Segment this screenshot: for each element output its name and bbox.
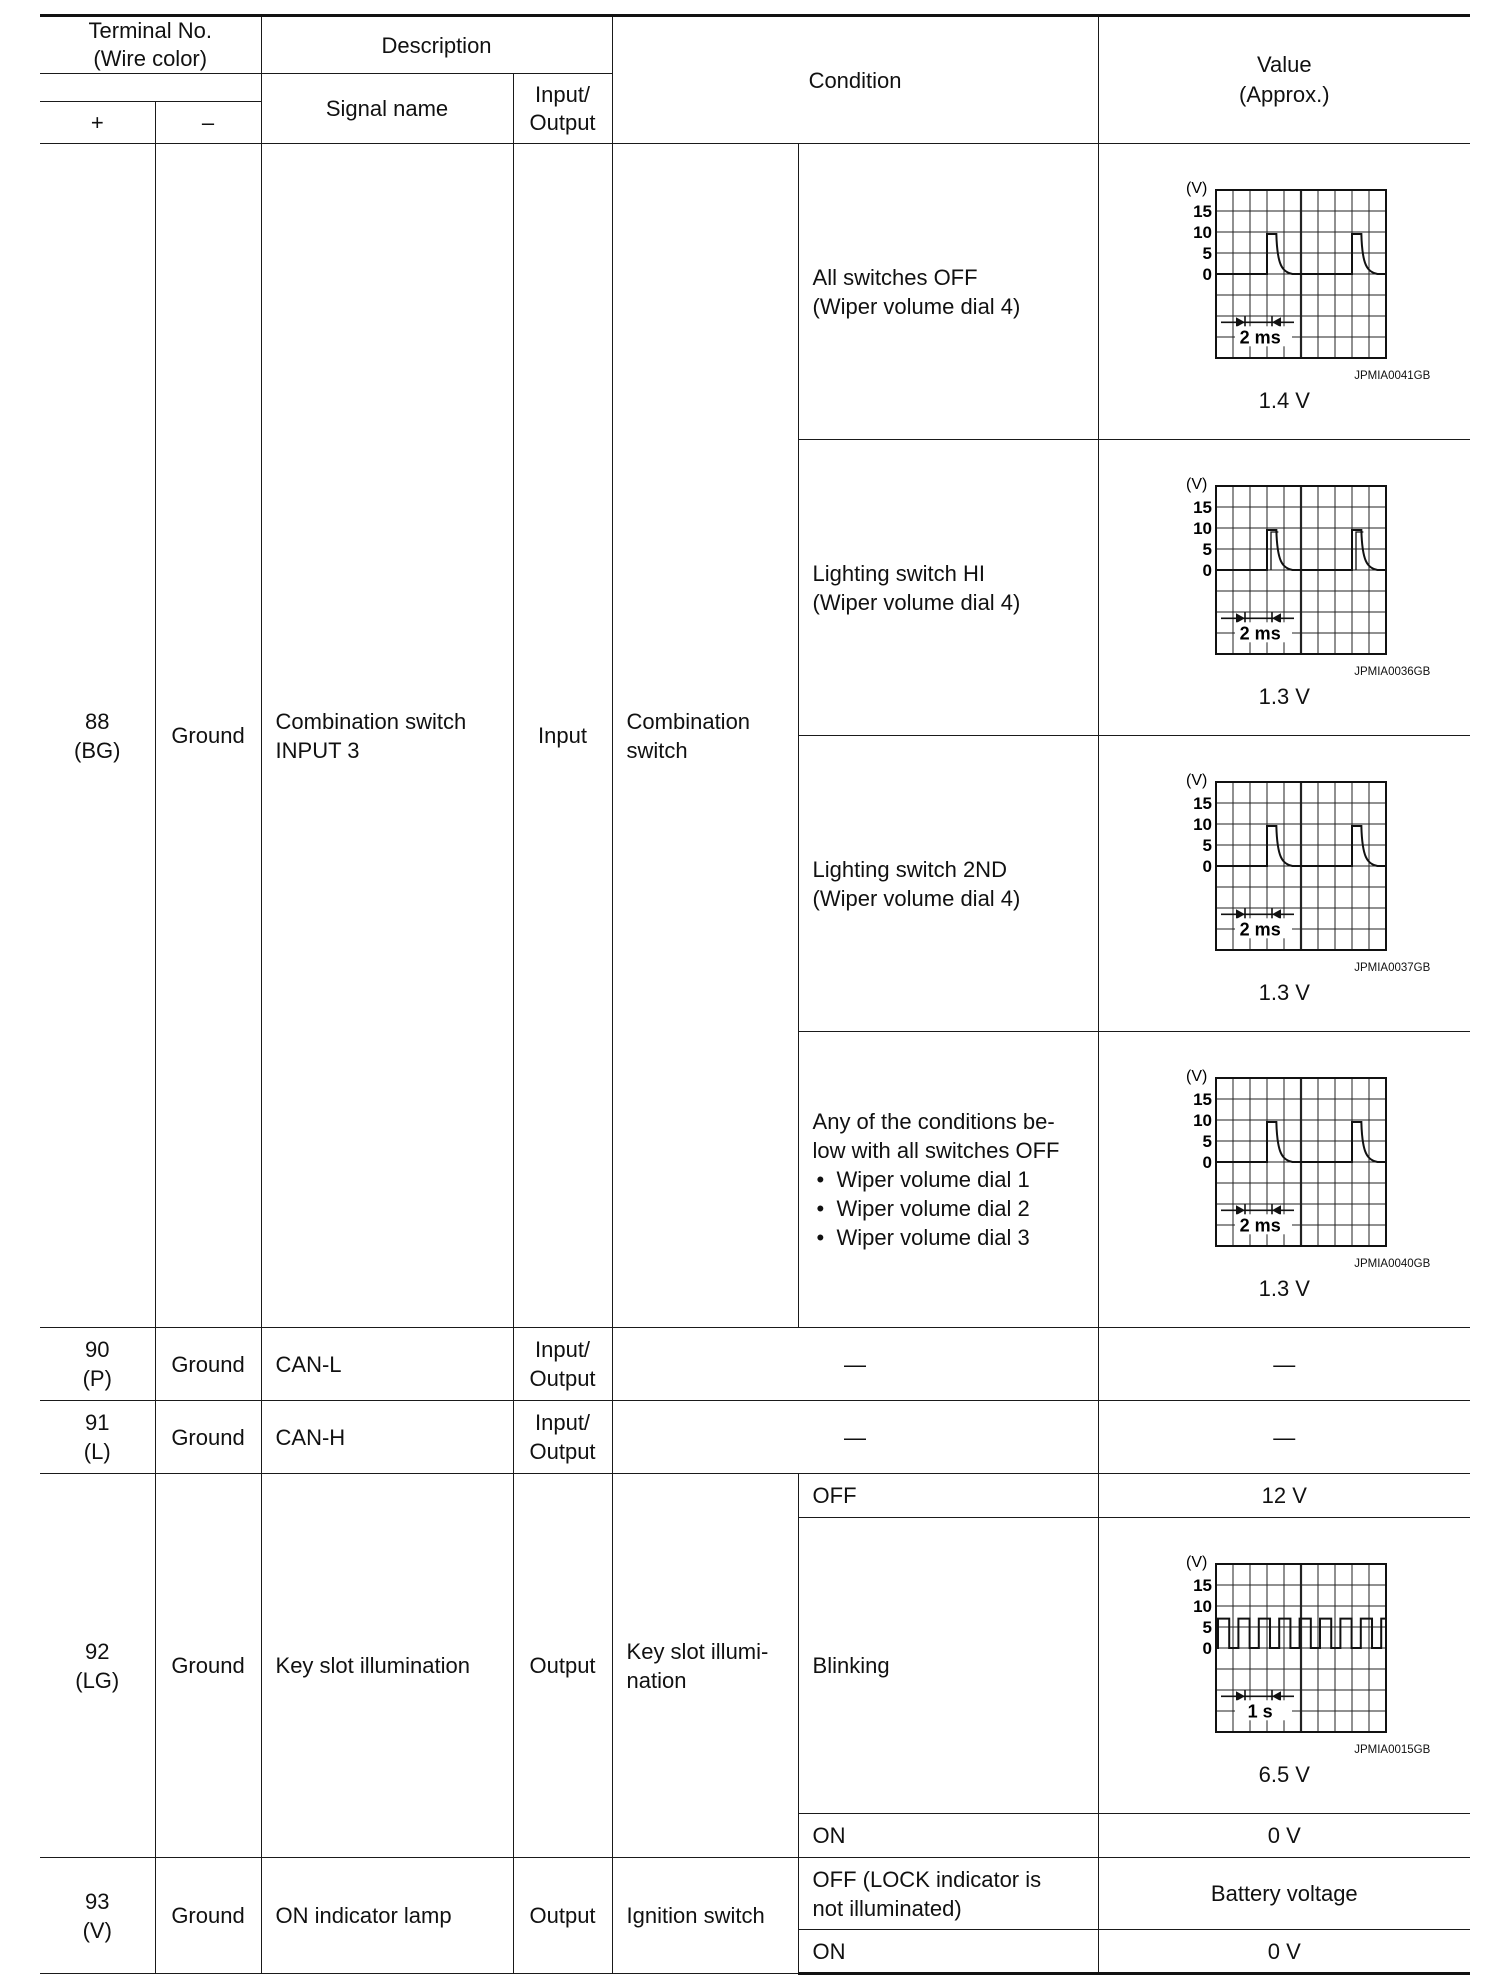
y-tick-label: 5 (1202, 1618, 1213, 1637)
figure-code: JPMIA0036GB (1354, 666, 1431, 678)
terminal-90 (40, 1328, 155, 1401)
wire-color: (P) (82, 1366, 112, 1391)
waveform-cell (1098, 1032, 1470, 1328)
condition: Key slot illumi- nation (612, 1474, 798, 1858)
y-unit-label: (V) (1186, 772, 1208, 789)
wire-color: (V) (82, 1917, 112, 1943)
state-line: Lighting switch HI (812, 560, 985, 586)
signal-name: CAN-H (261, 1401, 513, 1474)
time-scale-arrow (1236, 317, 1245, 327)
time-scale-arrow (1236, 1205, 1245, 1215)
header-input-output: Input/ Output (513, 74, 612, 144)
condition-state (798, 144, 1098, 440)
bullet-item: • Wiper volume dial 2 (813, 1194, 1084, 1223)
terminal-minus: Ground (155, 1328, 261, 1401)
time-scale-label: 2 ms (1239, 1215, 1282, 1236)
y-tick-label: 5 (1202, 836, 1213, 855)
condition-state: OFF (LOCK indicator is not illuminated) (798, 1858, 1098, 1930)
condition: Combination switch (612, 144, 798, 1328)
state-line: Any of the conditions be- (812, 1109, 1055, 1134)
value: 0 V (1098, 1930, 1470, 1974)
io-type: Input/ Output (513, 1328, 612, 1401)
waveform-cell (1098, 440, 1470, 736)
waveform-value: 1.3 V (1258, 1276, 1310, 1301)
signal-name: Combination switch INPUT 3 (261, 144, 513, 1328)
waveform-value: 6.5 V (1258, 1762, 1310, 1787)
terminal-88 (40, 144, 155, 1328)
signal-name: ON indicator lamp (261, 1858, 513, 1974)
condition: — (612, 1401, 1098, 1474)
condition-state: OFF (798, 1474, 1098, 1518)
value: 12 V (1098, 1474, 1470, 1518)
header-terminal-no (40, 16, 261, 74)
terminal-number: 88 (85, 708, 110, 734)
time-scale-arrow (1236, 1691, 1245, 1701)
terminal-number: 93 (85, 1888, 110, 1914)
state-line: All switches OFF (812, 264, 978, 290)
y-tick-label: 10 (1193, 1111, 1213, 1130)
terminal-92 (40, 1474, 155, 1858)
oscilloscope-waveform (1134, 1542, 1434, 1738)
state-line: Lighting switch 2ND (812, 856, 1007, 882)
y-tick-label: 0 (1202, 857, 1213, 876)
oscilloscope-waveform (1134, 464, 1434, 660)
terminal-spec-table-page (40, 14, 1470, 1975)
y-tick-label: 10 (1193, 223, 1213, 242)
terminal-minus: Ground (155, 144, 261, 1328)
io-type: Input (513, 144, 612, 1328)
wire-color: (L) (83, 1439, 111, 1464)
state-line: low with all switches OFF (812, 1138, 1060, 1163)
oscilloscope-waveform (1134, 168, 1434, 364)
oscilloscope-waveform (1134, 1056, 1434, 1252)
signal-name: Key slot illumination (261, 1474, 513, 1858)
terminal-spec-table (40, 14, 1470, 1975)
waveform-value: 1.3 V (1258, 684, 1310, 709)
header-wire-color-label: (Wire color) (93, 46, 208, 71)
condition: — (612, 1328, 1098, 1401)
header-minus: – (155, 102, 261, 144)
io-type: Output (513, 1858, 612, 1974)
header-approx-label: (Approx.) (1239, 82, 1330, 107)
time-scale-arrow (1272, 1691, 1281, 1701)
time-scale-arrow (1272, 613, 1281, 623)
y-tick-label: 0 (1202, 265, 1213, 284)
condition-bullet-list (813, 1165, 1084, 1252)
condition: Ignition switch (612, 1858, 798, 1974)
y-tick-label: 5 (1202, 1132, 1213, 1151)
value: — (1098, 1328, 1470, 1401)
time-scale-label: 2 ms (1239, 623, 1282, 644)
y-unit-label: (V) (1186, 1068, 1208, 1085)
y-unit-label: (V) (1186, 1554, 1208, 1571)
wire-color: (LG) (75, 1667, 120, 1693)
io-type: Input/ Output (513, 1401, 612, 1474)
time-scale-arrow (1236, 909, 1245, 919)
header-condition: Condition (612, 16, 1098, 144)
y-tick-label: 10 (1193, 1597, 1213, 1616)
terminal-number: 90 (85, 1337, 110, 1362)
y-tick-label: 15 (1193, 498, 1213, 517)
signal-name: CAN-L (261, 1328, 513, 1401)
time-scale-arrow (1272, 909, 1281, 919)
figure-code: JPMIA0040GB (1354, 1258, 1431, 1270)
bullet-item: • Wiper volume dial 1 (813, 1165, 1084, 1194)
y-tick-label: 15 (1193, 1576, 1213, 1595)
y-unit-label: (V) (1186, 476, 1208, 493)
state-line: (Wiper volume dial 4) (812, 589, 1021, 615)
value: Battery voltage (1098, 1858, 1470, 1930)
header-plus: + (40, 102, 155, 144)
y-tick-label: 10 (1193, 815, 1213, 834)
figure-code: JPMIA0037GB (1354, 962, 1431, 974)
value: 0 V (1098, 1814, 1470, 1858)
waveform-value: 1.3 V (1258, 980, 1310, 1005)
terminal-minus: Ground (155, 1858, 261, 1974)
y-tick-label: 15 (1193, 1090, 1213, 1109)
condition-state (798, 1032, 1098, 1328)
header-description: Description (261, 16, 612, 74)
y-tick-label: 5 (1202, 540, 1213, 559)
waveform-value: 1.4 V (1258, 388, 1310, 413)
condition-state: Blinking (798, 1518, 1098, 1814)
time-scale-arrow (1272, 1205, 1281, 1215)
header-value (1098, 16, 1470, 144)
time-scale-label: 2 ms (1239, 327, 1282, 348)
time-scale-label: 2 ms (1239, 919, 1282, 940)
state-line: (Wiper volume dial 4) (812, 885, 1021, 911)
condition-state: ON (798, 1814, 1098, 1858)
y-tick-label: 10 (1193, 519, 1213, 538)
terminal-minus: Ground (155, 1401, 261, 1474)
header-value-label: Value (1256, 52, 1312, 77)
value: — (1098, 1401, 1470, 1474)
condition-state (798, 736, 1098, 1032)
oscilloscope-waveform (1134, 760, 1434, 956)
terminal-minus: Ground (155, 1474, 261, 1858)
terminal-number: 91 (85, 1410, 110, 1435)
time-scale-label: 1 s (1247, 1701, 1274, 1722)
header-terminal-label: Terminal No. (88, 18, 212, 43)
time-scale-arrow (1236, 613, 1245, 623)
terminal-93 (40, 1858, 155, 1974)
figure-code: JPMIA0015GB (1354, 1744, 1431, 1756)
waveform-cell (1098, 144, 1470, 440)
terminal-91 (40, 1401, 155, 1474)
y-unit-label: (V) (1186, 180, 1208, 197)
y-tick-label: 0 (1202, 1153, 1213, 1172)
time-scale-arrow (1272, 317, 1281, 327)
terminal-number: 92 (85, 1638, 110, 1664)
figure-code: JPMIA0041GB (1354, 370, 1431, 382)
condition-state (798, 440, 1098, 736)
wire-color: (BG) (74, 737, 121, 763)
state-line: (Wiper volume dial 4) (812, 293, 1021, 319)
y-tick-label: 0 (1202, 1639, 1213, 1658)
y-tick-label: 15 (1193, 794, 1213, 813)
bullet-item: • Wiper volume dial 3 (813, 1223, 1084, 1252)
y-tick-label: 5 (1202, 244, 1213, 263)
y-tick-label: 15 (1193, 202, 1213, 221)
waveform-cell (1098, 736, 1470, 1032)
condition-state: ON (798, 1930, 1098, 1974)
waveform-cell (1098, 1518, 1470, 1814)
header-signal-name: Signal name (261, 74, 513, 144)
io-type: Output (513, 1474, 612, 1858)
y-tick-label: 0 (1202, 561, 1213, 580)
